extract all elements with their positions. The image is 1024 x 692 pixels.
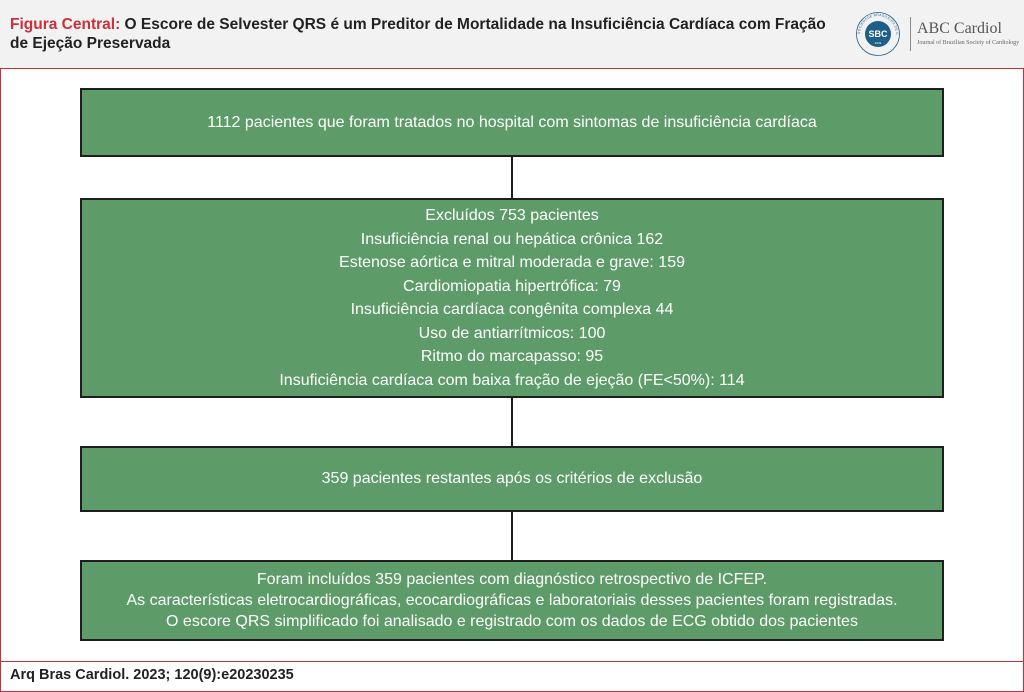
- exclusion-line: Cardiomiopatia hipertrófica: 79: [403, 277, 621, 295]
- journal-brand: ABC Cardiol: [917, 20, 1002, 37]
- footer-divider: [0, 661, 1024, 662]
- exclusion-line: Insuficiência renal ou hepática crônica 162: [360, 230, 664, 248]
- flow-box-remaining-patients: [80, 446, 944, 512]
- sbc-seal-icon: [855, 11, 901, 57]
- citation: Arq Bras Cardiol. 2023; 120(9):e20230235: [10, 667, 294, 683]
- seal-ring-text: SOCIEDADE BRASILEIRA DE C: [856, 12, 900, 36]
- flow-box-included-patients: [80, 560, 944, 641]
- flow-box-text: 359 pacientes restantes após os critérios de exclusão: [321, 470, 703, 487]
- exclusion-line: Insuficiência cardíaca com baixa fração de ejeção (FE<50%): 114: [279, 371, 745, 389]
- exclusion-line: Estenose aórtica e mitral moderada e grave: 159: [339, 254, 685, 271]
- exclusion-line: Ritmo do marcapasso: 95: [420, 348, 604, 365]
- exclusion-line: Insuficiência cardíaca congênita complexa 44: [350, 301, 674, 318]
- inclusion-line: O escore QRS simplificado foi analisado e registrado com os dados de ECG obtido dos pacientes: [166, 613, 858, 630]
- figure-title-text: O Escore de Selvester QRS é um Preditor de Mortalidade na Insuficiência Cardíaca com Fração de Ejeção Preservada: [10, 16, 826, 52]
- figure-header: [0, 0, 1024, 69]
- flow-connector: [511, 398, 513, 446]
- journal-tagline: Journal of Brazilian Society of Cardiology: [917, 40, 1020, 46]
- flow-connector: [511, 512, 513, 560]
- logo-divider: [910, 17, 911, 51]
- figure-title: [10, 15, 830, 53]
- seal-year: 1943: [874, 41, 882, 45]
- seal-label: SBC: [868, 29, 888, 39]
- inclusion-line: Foram incluídos 359 pacientes com diagnóstico retrospectivo de ICFEP.: [256, 571, 768, 588]
- exclusion-line: Excluídos 753 pacientes: [425, 207, 599, 224]
- figure-title-label: Figura Central:: [10, 16, 121, 33]
- inclusion-line: As características eletrocardiográficas, ecocardiográficas e laboratoriais desses pacientes foram registradas.: [126, 592, 898, 609]
- flow-box-text: 1112 pacientes que foram tratados no hospital com sintomas de insuficiência cardíaca: [207, 113, 817, 131]
- flow-box-total-patients: [80, 88, 944, 157]
- flow-connector: [511, 157, 513, 198]
- abc-cardiol-logo: [855, 11, 1020, 57]
- flow-box-exclusions: [80, 198, 944, 398]
- exclusion-line: Uso de antiarrítmicos: 100: [418, 324, 606, 342]
